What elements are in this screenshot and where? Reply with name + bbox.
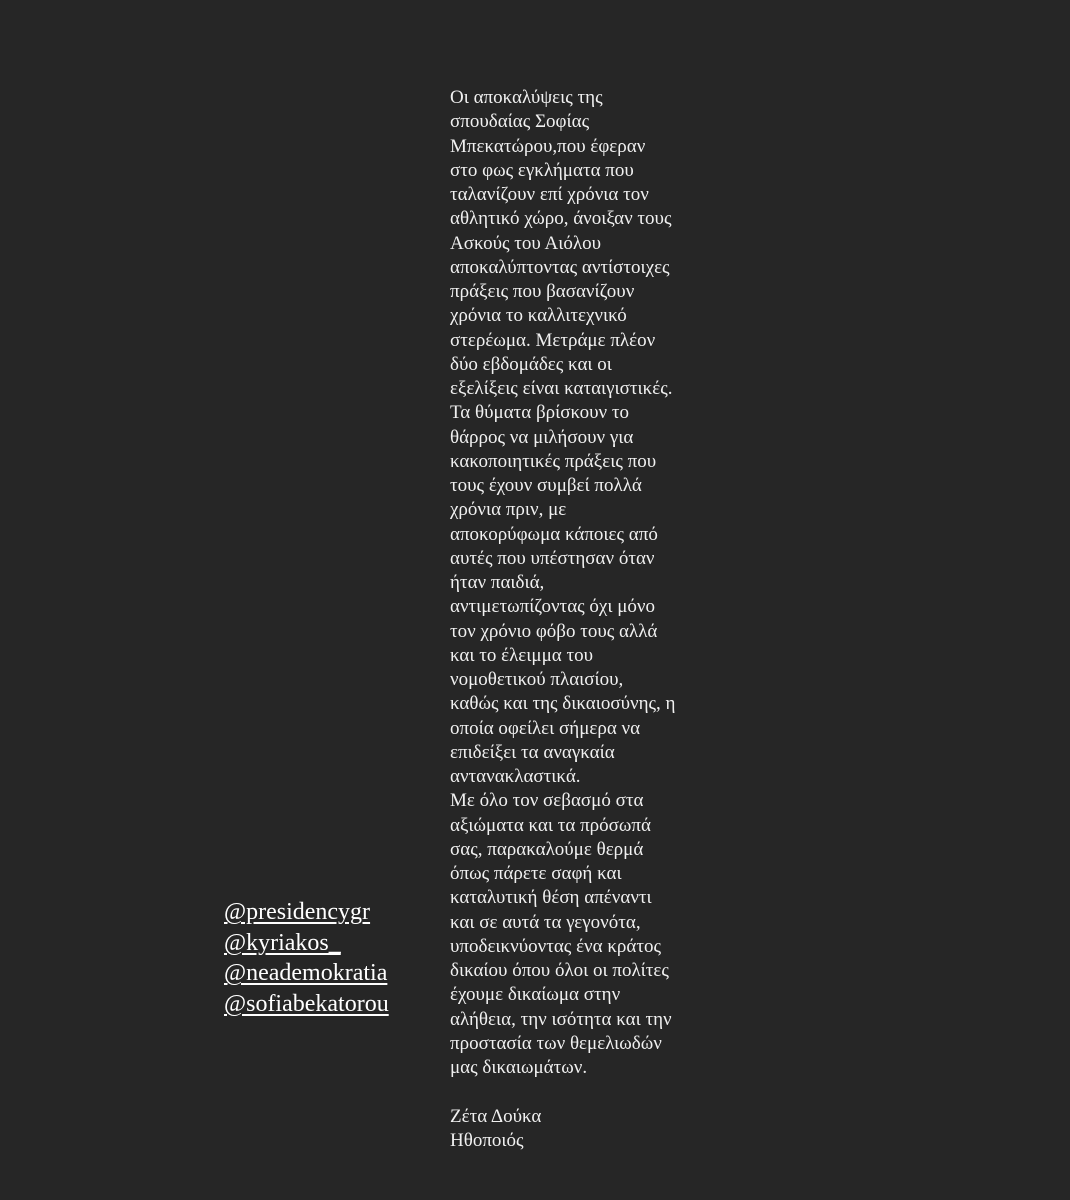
letter-line: αθλητικό χώρο, άνοιξαν τους bbox=[450, 208, 672, 230]
letter-line: καταλυτική θέση απέναντι bbox=[450, 887, 652, 909]
letter-line: δικαίου όπου όλοι οι πολίτες bbox=[450, 960, 669, 981]
mention-neademokratia[interactable]: @neademokratia bbox=[224, 960, 388, 986]
letter-line: θάρρος να μιλήσουν για bbox=[450, 426, 634, 448]
letter-line: τους έχουν συμβεί πολλά bbox=[450, 475, 642, 496]
letter-line: δύο εβδομάδες και οι bbox=[450, 353, 612, 375]
mention-presidencygr[interactable]: @presidencygr bbox=[224, 899, 371, 925]
letter-line: Μπεκατώρου,που έφεραν bbox=[450, 135, 646, 157]
letter-line: όπως πάρετε σαφή και bbox=[450, 863, 622, 884]
mention-tags bbox=[224, 897, 434, 1019]
letter-line: στερέωμα. Μετράμε πλέον bbox=[450, 329, 656, 351]
paragraph-gap bbox=[450, 1080, 730, 1104]
letter-line: χρόνια πριν, με bbox=[450, 499, 567, 521]
mention-sofiabekatorou[interactable]: @sofiabekatorou bbox=[224, 990, 389, 1017]
letter-line: αντανακλαστικά. bbox=[450, 766, 581, 787]
letter-line: έχουμε δικαίωμα στην bbox=[450, 984, 621, 1006]
letter-line: πράξεις που βασανίζουν bbox=[450, 281, 635, 302]
letter-line: σας, παρακαλούμε θερμά bbox=[450, 838, 644, 860]
letter-line: και το έλειμμα του bbox=[450, 644, 594, 666]
letter-line: μας δικαιωμάτων. bbox=[450, 1057, 588, 1078]
letter-line: αξιώματα και τα πρόσωπά bbox=[450, 814, 651, 836]
open-letter-text bbox=[450, 86, 730, 1153]
mention-kyriakos[interactable]: @kyriakos_ bbox=[224, 929, 341, 956]
letter-line: σπουδαίας Σοφίας bbox=[450, 111, 590, 133]
letter-line: Ασκούς του Αιόλου bbox=[450, 232, 601, 254]
letter-line: υποδεικνύοντας ένα κράτος bbox=[450, 935, 662, 957]
letter-line: αυτές που υπέστησαν όταν bbox=[450, 547, 655, 569]
letter-line: ήταν παιδιά, bbox=[450, 572, 545, 593]
letter-line: ταλανίζουν επί χρόνια τον bbox=[450, 184, 649, 205]
letter-line: προστασία των θεμελιωδών bbox=[450, 1032, 662, 1054]
letter-line: αντιμετωπίζοντας όχι μόνο bbox=[450, 596, 655, 618]
letter-line: χρόνια το καλλιτεχνικό bbox=[450, 305, 627, 327]
letter-line: Με όλο τον σεβασμό στα bbox=[450, 790, 644, 812]
signature-block bbox=[450, 1105, 730, 1154]
letter-line: επιδείξει τα αναγκαία bbox=[450, 741, 615, 763]
letter-line: τον χρόνιο φόβο τους αλλά bbox=[450, 620, 658, 642]
letter-line: καθώς και της δικαιοσύνης, η bbox=[450, 693, 676, 715]
letter-line: αλήθεια, την ισότητα και την bbox=[450, 1008, 672, 1030]
letter-line: στο φως εγκλήματα που bbox=[450, 159, 634, 181]
letter-line: Τα θύματα βρίσκουν το bbox=[450, 402, 630, 424]
signature-title: Ηθοποιός bbox=[450, 1129, 524, 1151]
letter-line: εξελίξεις είναι καταιγιστικές. bbox=[450, 378, 673, 399]
letter-line: αποκορύφωμα κάποιες από bbox=[450, 523, 658, 545]
letter-line: νομοθετικού πλαισίου, bbox=[450, 669, 624, 690]
letter-line: κακοποιητικές πράξεις που bbox=[450, 450, 657, 472]
letter-line: και σε αυτά τα γεγονότα, bbox=[450, 911, 641, 933]
letter-line: οποία οφείλει σήμερα να bbox=[450, 717, 641, 739]
letter-line: αποκαλύπτοντας αντίστοιχες bbox=[450, 256, 670, 278]
letter-line: Οι αποκαλύψεις της bbox=[450, 87, 603, 108]
signature-name: Ζέτα Δούκα bbox=[450, 1105, 542, 1127]
